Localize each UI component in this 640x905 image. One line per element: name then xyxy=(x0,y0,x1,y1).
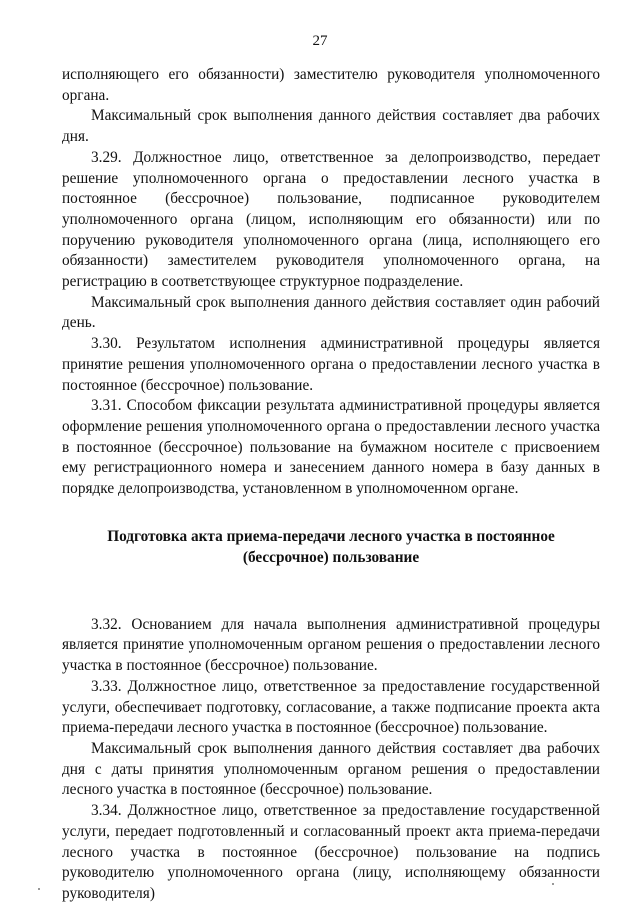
paragraph: Максимальный срок выполнения данного действия составляет два рабочих дня с даты принятия уполномоченным органом решения о предоставлении лесного участка в постоянное (бессрочное) пользование. xyxy=(62,739,600,799)
scan-speck xyxy=(38,888,40,890)
paragraph-3-29: 3.29. Должностное лицо, ответственное за делопроизводство, передает решение уполномоченного органа о предоставлении лесного участка в постоянное (бессрочное) пользование, подписанное руководителем уполномоченного органа (лицом, исполняющим его обязанности) или по поручению руководителя уполномоченного органа (лица, исполняющего его обязанности) заместителем руководителя уполномоченного органа, на регистрацию в соответствующее структурное подразделение. xyxy=(62,148,600,291)
scan-speck xyxy=(552,883,554,885)
body-text xyxy=(62,65,600,905)
page-number: 27 xyxy=(312,33,328,49)
section-heading xyxy=(62,526,600,568)
paragraph-3-34: 3.34. Должностное лицо, ответственное за предоставление государственной услуги, передает подготовленный и согласованный проект акта приема-передачи лесного участка в постоянное (бессрочное) пользование на подпись руководителю уполномоченного органа (лицу, исполняющему обязанности руководителя) xyxy=(62,802,600,902)
paragraph: Максимальный срок выполнения данного действия составляет два рабочих дня. xyxy=(62,107,600,146)
paragraph-3-30: 3.30. Результатом исполнения административной процедуры является принятие решения уполномоченного органа о предоставлении лесного участка в постоянное (бессрочное) пользование. xyxy=(62,335,600,394)
paragraph-3-33: 3.33. Должностное лицо, ответственное за предоставление государственной услуги, обеспечивает подготовку, согласование, а также подписание проекта акта приема-передачи лесного участка в постоянное (бессрочное) пользование. xyxy=(62,677,600,737)
paragraph-3-31: 3.31. Способом фиксации результата административной процедуры является оформление решения уполномоченного органа о предоставлении лесного участка в постоянное (бессрочное) пользование на бумажном носителе с присвоением ему регистрационного номера и занесением данного номера в базу данных в порядке делопроизводства, установленном в уполномоченном органе. xyxy=(62,397,600,498)
paragraph: Максимальный срок выполнения данного действия составляет один рабочий день. xyxy=(62,293,600,332)
paragraph-continuation: исполняющего его обязанности) заместителю руководителя уполномоченного органа. xyxy=(62,66,600,104)
paragraph-3-32: 3.32. Основанием для начала выполнения административной процедуры является принятие уполномоченным органом решения о предоставлении лесного участка в постоянное (бессрочное) пользование. xyxy=(62,615,600,675)
section-heading-line2: (бессрочное) пользование xyxy=(242,548,420,566)
section-heading-line1: Подготовка акта приема-передачи лесного участка в постоянное xyxy=(107,527,555,545)
